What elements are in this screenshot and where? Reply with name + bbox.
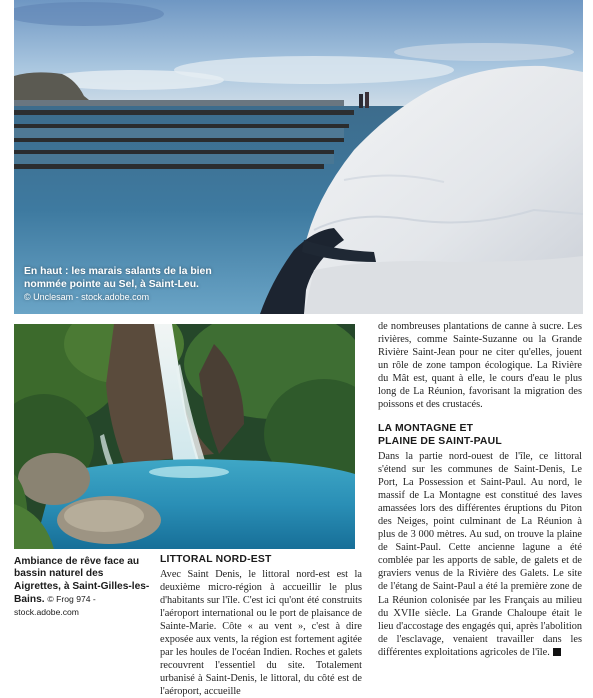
waterfall-caption-credit: © Frog 974 - stock.adobe.com [14, 593, 96, 618]
section-heading-littoral-nord-est: LITTORAL NORD-EST [160, 554, 272, 565]
section-heading-line-1: LA MONTAGNE ET [378, 423, 474, 434]
section-heading-montagne-saint-paul [378, 423, 582, 448]
article-column-right-lower [378, 450, 582, 659]
waterfall-caption [14, 556, 152, 619]
paragraph-rivieres: de nombreuses plantations de canne à sucre. Les rivières, comme Sainte-Suzanne ou la Grande Rivière Saint-Jean pour ne citer qu'elles, jouent un rôle de zone tampon écologique. La Rivière du Mât est, quant à elle, le cours d'eau le plus long de La Réunion, favorisant la migration des poissons et des crustacés. [378, 321, 582, 411]
end-of-article-mark [553, 648, 561, 656]
paragraph-littoral-nord-est: Avec Saint Denis, le littoral nord-est est la deuxième micro-région à accueillir le plus d'habitants sur l'île. C'est ici qu'ont été construits l'aéroport international ou le port de plaisance de Sainte-Marie. Côte « au vent », c'est à dire exposée aux vents, la région est fortement agitée par les houles de l'océan Indien. Roches et galets recouvrent l'essentiel du site. Totalement urbanisé à Saint-Denis, le littoral, du côté est de l'aéroport, accueille [160, 569, 362, 698]
waterfall-caption-text: Ambiance de rêve face au bassin naturel des Aigrettes, à Saint-Gilles-les-Bains. [14, 556, 150, 605]
waterfall-illustration [14, 324, 355, 549]
top-photo-caption: En haut : les marais salants de la bien nommée pointe au Sel, à Saint-Leu. [24, 266, 212, 290]
paragraph-saint-paul [378, 450, 582, 659]
top-photo-credit: © Unclesam - stock.adobe.com [24, 292, 150, 302]
article-column-right [378, 320, 582, 411]
paragraph-saint-paul-text: Dans la partie nord-ouest de l'île, ce littoral s'étend sur les communes de Saint-Denis, Le Port, La Possession et Saint-Paul. Au nord, le massif de La Montagne est constitué des laves amassées lors des différentes éruptions du Piton des Neiges, point culminant de La Réunion à plus de 3 000 mètres. Au sud, on trouve la plaine de Saint-Paul. Cette ancienne lagune a été comblée par les apports de sable, de galets et de graviers venus de la Rivière des Galets. Le site de l'étang de Saint-Paul a été la première zone de La Réunion colonisée par les Français au milieu du XVIIe siècle. La Grande Chaloupe était le lieu d'accostage des engagés qui, après l'abolition de l'esclavage, venaient travailler dans les différentes exploitations agricoles de l'île. [378, 451, 582, 658]
section-heading-line-2: PLAINE DE SAINT-PAUL [378, 435, 502, 447]
waterfall-photo [14, 324, 355, 549]
article-column-left [160, 568, 362, 698]
